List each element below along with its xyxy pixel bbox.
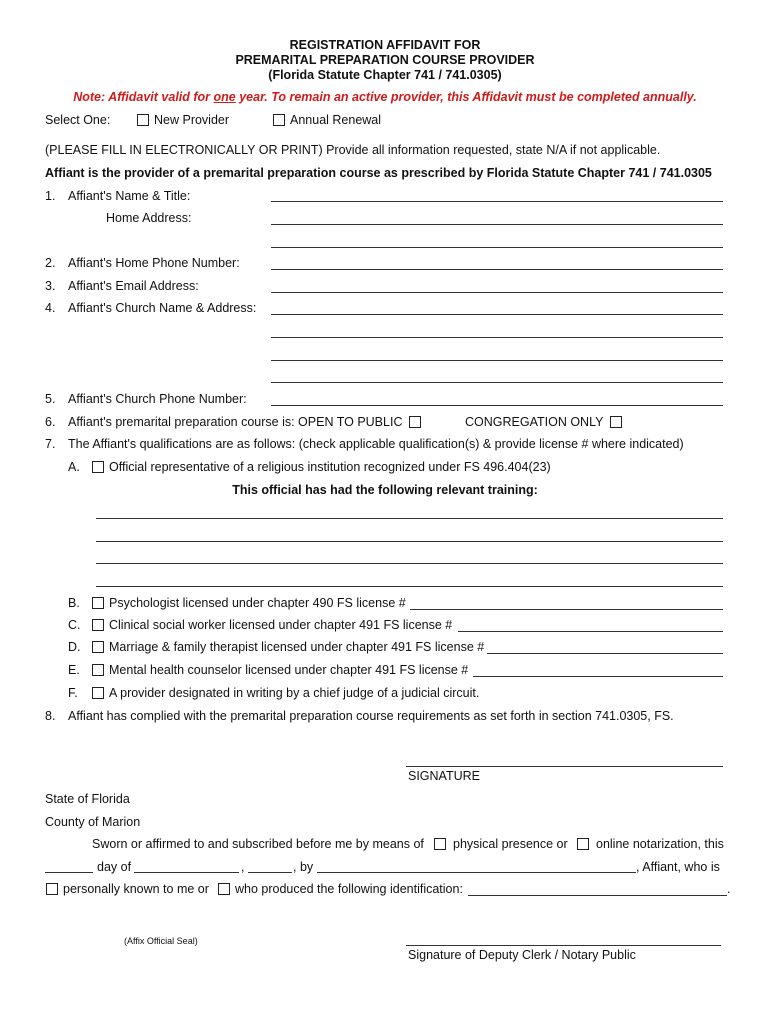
physical-presence-label: physical presence or (453, 837, 568, 851)
congregation-only-label: CONGREGATION ONLY (465, 415, 604, 429)
notary-signature-field[interactable] (406, 945, 721, 946)
affiant-statement: Affiant is the provider of a premarital preparation course as prescribed by Florida Statute Chapter 741 / 741.0305 (45, 166, 712, 180)
comma-label: , (241, 860, 245, 874)
email-address-label: Affiant's Email Address: (68, 279, 199, 293)
psychologist-license-field[interactable] (410, 609, 723, 610)
new-provider-checkbox[interactable] (137, 114, 149, 126)
county-label: County of Marion (45, 815, 141, 829)
affiant-name-title-field[interactable] (271, 201, 723, 202)
psychologist-checkbox[interactable] (92, 597, 104, 609)
judicial-designee-label: A provider designated in writing by a chief judge of a judicial circuit. (109, 686, 480, 700)
social-worker-label: Clinical social worker licensed under chapter 491 FS license # (109, 618, 453, 632)
compliance-statement: Affiant has complied with the premarital preparation course requirements as set forth in section 741.0305, FS. (68, 709, 674, 723)
affiant-who-is-label: , Affiant, who is (636, 860, 720, 874)
month-field[interactable] (134, 872, 239, 873)
qualification-letter-b: B. (68, 596, 80, 610)
religious-official-label: Official representative of a religious institution recognized under FS 496.404(23) (109, 460, 551, 474)
family-therapist-license-field[interactable] (487, 653, 723, 654)
produced-id-label: who produced the following identification: (235, 882, 463, 896)
online-notarization-label: online notarization, this (596, 837, 724, 851)
congregation-only-checkbox[interactable] (610, 416, 622, 428)
form-title-line1: REGISTRATION AFFIDAVIT FOR (289, 38, 481, 52)
new-provider-label: New Provider (154, 113, 230, 127)
church-address-field-2[interactable] (271, 337, 723, 338)
home-phone-field[interactable] (271, 269, 723, 270)
family-therapist-checkbox[interactable] (92, 641, 104, 653)
item-number-2: 2. (45, 256, 56, 270)
affix-seal-label: (Affix Official Seal) (124, 936, 198, 946)
qualification-letter-f: F. (68, 686, 78, 700)
social-worker-license-field[interactable] (458, 631, 723, 632)
note-pre: Note: Affidavit valid for (73, 90, 214, 104)
home-address-label: Home Address: (106, 211, 192, 225)
affiant-signature-field[interactable] (406, 766, 723, 767)
training-field-4[interactable] (96, 586, 723, 587)
form-title-line3: (Florida Statute Chapter 741 / 741.0305) (268, 68, 502, 82)
qualification-letter-a: A. (68, 460, 80, 474)
produced-id-checkbox[interactable] (218, 883, 230, 895)
church-name-address-label: Affiant's Church Name & Address: (68, 301, 257, 315)
notary-signature-label: Signature of Deputy Clerk / Notary Public (408, 948, 636, 962)
identification-field[interactable] (468, 895, 727, 896)
sworn-statement: Sworn or affirmed to and subscribed before me by means of (92, 837, 424, 851)
home-phone-label: Affiant's Home Phone Number: (68, 256, 240, 270)
church-address-field-4[interactable] (271, 382, 723, 383)
day-of-label: day of (97, 860, 132, 874)
religious-official-checkbox[interactable] (92, 461, 104, 473)
qualifications-label: The Affiant's qualifications are as follows: (check applicable qualification(s) & provide license # where indicated) (68, 437, 684, 451)
home-address-field-1[interactable] (271, 224, 723, 225)
validity-note (0, 90, 770, 104)
online-notarization-checkbox[interactable] (577, 838, 589, 850)
personally-known-label: personally known to me or (63, 882, 209, 896)
church-phone-field[interactable] (271, 405, 723, 406)
affiant-name-title-label: Affiant's Name & Title: (68, 189, 191, 203)
by-label: , by (293, 860, 314, 874)
home-address-field-2[interactable] (271, 247, 723, 248)
email-address-field[interactable] (271, 292, 723, 293)
item-number-5: 5. (45, 392, 56, 406)
qualification-letter-e: E. (68, 663, 80, 677)
training-field-1[interactable] (96, 518, 723, 519)
mental-health-counselor-license-field[interactable] (473, 676, 723, 677)
judicial-designee-checkbox[interactable] (92, 687, 104, 699)
training-field-2[interactable] (96, 541, 723, 542)
church-address-field-1[interactable] (271, 314, 723, 315)
open-to-public-label: Affiant's premarital preparation course is: OPEN TO PUBLIC (68, 415, 403, 429)
item-number-4: 4. (45, 301, 56, 315)
note-post: year. To remain an active provider, this Affidavit must be completed annually. (235, 90, 697, 104)
mental-health-counselor-label: Mental health counselor licensed under chapter 491 FS license # (109, 663, 469, 677)
instructions: (PLEASE FILL IN ELECTRONICALLY OR PRINT) Provide all information requested, state N/A if not applicable. (45, 143, 661, 157)
qualification-letter-d: D. (68, 640, 81, 654)
psychologist-label: Psychologist licensed under chapter 490 FS license # (109, 596, 406, 610)
day-field[interactable] (45, 872, 93, 873)
note-emphasis: one (213, 90, 236, 104)
form-title-line2: PREMARITAL PREPARATION COURSE PROVIDER (235, 53, 535, 67)
qualification-letter-c: C. (68, 618, 81, 632)
select-one-label: Select One: (45, 113, 111, 127)
training-field-3[interactable] (96, 563, 723, 564)
social-worker-checkbox[interactable] (92, 619, 104, 631)
personally-known-checkbox[interactable] (46, 883, 58, 895)
physical-presence-checkbox[interactable] (434, 838, 446, 850)
church-address-field-3[interactable] (271, 360, 723, 361)
item-number-7: 7. (45, 437, 56, 451)
item-number-6: 6. (45, 415, 56, 429)
affiant-name-field[interactable] (317, 872, 636, 873)
year-field[interactable] (248, 872, 292, 873)
church-phone-label: Affiant's Church Phone Number: (68, 392, 247, 406)
mental-health-counselor-checkbox[interactable] (92, 664, 104, 676)
annual-renewal-label: Annual Renewal (290, 113, 382, 127)
item-number-1: 1. (45, 189, 56, 203)
signature-label: SIGNATURE (408, 769, 480, 783)
item-number-8: 8. (45, 709, 56, 723)
open-to-public-checkbox[interactable] (409, 416, 421, 428)
item-number-3: 3. (45, 279, 56, 293)
period-mark: . (727, 882, 731, 896)
annual-renewal-checkbox[interactable] (273, 114, 285, 126)
family-therapist-label: Marriage & family therapist licensed under chapter 491 FS license # (109, 640, 485, 654)
training-heading: This official has had the following relevant training: (232, 483, 538, 497)
state-label: State of Florida (45, 792, 130, 806)
